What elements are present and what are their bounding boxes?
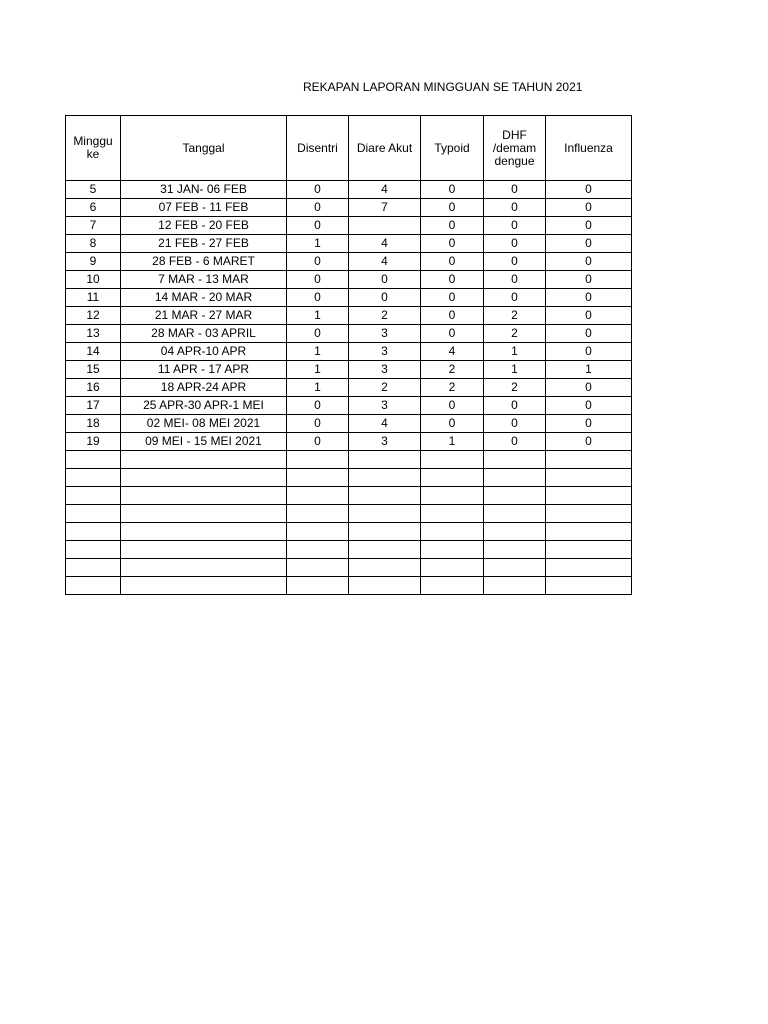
cell-dhf: 2	[484, 325, 546, 343]
table-row	[66, 415, 632, 433]
cell-minggu-ke	[66, 577, 121, 595]
cell-influenza: 0	[546, 289, 632, 307]
cell-dhf: 0	[484, 181, 546, 199]
cell-dhf: 0	[484, 289, 546, 307]
table-row	[66, 235, 632, 253]
cell-typoid: 0	[421, 397, 484, 415]
cell-minggu-ke: 19	[66, 433, 121, 451]
cell-typoid: 0	[421, 271, 484, 289]
cell-minggu-ke: 12	[66, 307, 121, 325]
cell-dhf: 1	[484, 361, 546, 379]
cell-diare-akut: 3	[349, 397, 421, 415]
cell-influenza: 0	[546, 235, 632, 253]
cell-tanggal: 04 APR-10 APR	[121, 343, 287, 361]
cell-minggu-ke: 8	[66, 235, 121, 253]
cell-diare-akut	[349, 505, 421, 523]
cell-dhf: 2	[484, 307, 546, 325]
cell-influenza: 1	[546, 361, 632, 379]
cell-tanggal: 28 MAR - 03 APRIL	[121, 325, 287, 343]
cell-influenza	[546, 505, 632, 523]
cell-minggu-ke: 18	[66, 415, 121, 433]
cell-tanggal: 21 MAR - 27 MAR	[121, 307, 287, 325]
cell-influenza	[546, 577, 632, 595]
table-row	[66, 379, 632, 397]
cell-dhf	[484, 451, 546, 469]
table-row	[66, 577, 632, 595]
cell-minggu-ke	[66, 487, 121, 505]
cell-typoid	[421, 541, 484, 559]
cell-minggu-ke: 11	[66, 289, 121, 307]
cell-dhf: 0	[484, 253, 546, 271]
table-row	[66, 433, 632, 451]
cell-disentri	[287, 559, 349, 577]
cell-disentri: 0	[287, 217, 349, 235]
cell-typoid: 4	[421, 343, 484, 361]
header-disentri: Disentri	[287, 116, 349, 181]
table-row	[66, 181, 632, 199]
cell-minggu-ke: 9	[66, 253, 121, 271]
cell-disentri: 0	[287, 253, 349, 271]
cell-influenza: 0	[546, 181, 632, 199]
cell-minggu-ke: 7	[66, 217, 121, 235]
cell-tanggal	[121, 487, 287, 505]
header-minggu-ke-line-1: Minggu	[73, 134, 113, 148]
table-row	[66, 343, 632, 361]
table-row	[66, 505, 632, 523]
cell-diare-akut	[349, 469, 421, 487]
cell-typoid: 1	[421, 433, 484, 451]
table-body	[66, 181, 632, 595]
cell-diare-akut	[349, 451, 421, 469]
cell-typoid	[421, 487, 484, 505]
cell-typoid: 0	[421, 181, 484, 199]
header-dhf-line-2: /demam	[492, 140, 537, 155]
cell-minggu-ke: 6	[66, 199, 121, 217]
cell-tanggal: 7 MAR - 13 MAR	[121, 271, 287, 289]
cell-tanggal: 02 MEI- 08 MEI 2021	[121, 415, 287, 433]
cell-disentri: 0	[287, 433, 349, 451]
cell-typoid: 0	[421, 415, 484, 433]
cell-influenza: 0	[546, 307, 632, 325]
cell-minggu-ke: 14	[66, 343, 121, 361]
cell-tanggal	[121, 559, 287, 577]
cell-diare-akut: 3	[349, 433, 421, 451]
cell-diare-akut: 4	[349, 181, 421, 199]
cell-tanggal: 11 APR - 17 APR	[121, 361, 287, 379]
cell-tanggal	[121, 577, 287, 595]
cell-disentri: 1	[287, 235, 349, 253]
cell-diare-akut: 0	[349, 271, 421, 289]
cell-minggu-ke	[66, 559, 121, 577]
cell-disentri: 1	[287, 343, 349, 361]
cell-tanggal: 21 FEB - 27 FEB	[121, 235, 287, 253]
cell-dhf: 2	[484, 379, 546, 397]
cell-disentri	[287, 451, 349, 469]
cell-diare-akut: 2	[349, 307, 421, 325]
cell-minggu-ke: 15	[66, 361, 121, 379]
cell-dhf	[484, 469, 546, 487]
cell-minggu-ke	[66, 451, 121, 469]
cell-tanggal	[121, 523, 287, 541]
cell-typoid: 2	[421, 379, 484, 397]
page-title: REKAPAN LAPORAN MINGGUAN SE TAHUN 2021	[303, 80, 583, 94]
weekly-report-table	[65, 115, 632, 595]
cell-disentri: 0	[287, 181, 349, 199]
header-minggu-ke-line-2: ke	[86, 147, 100, 161]
table-row	[66, 253, 632, 271]
cell-disentri: 0	[287, 325, 349, 343]
cell-dhf: 0	[484, 415, 546, 433]
cell-tanggal	[121, 541, 287, 559]
cell-typoid: 0	[421, 307, 484, 325]
cell-diare-akut	[349, 577, 421, 595]
cell-influenza	[546, 523, 632, 541]
table-row	[66, 487, 632, 505]
header-tanggal: Tanggal	[121, 116, 287, 181]
cell-diare-akut	[349, 523, 421, 541]
cell-minggu-ke: 10	[66, 271, 121, 289]
cell-dhf	[484, 559, 546, 577]
cell-typoid: 0	[421, 253, 484, 271]
cell-influenza	[546, 559, 632, 577]
cell-influenza	[546, 469, 632, 487]
cell-diare-akut	[349, 541, 421, 559]
cell-dhf: 0	[484, 199, 546, 217]
cell-influenza: 0	[546, 415, 632, 433]
cell-influenza	[546, 541, 632, 559]
cell-dhf	[484, 523, 546, 541]
header-dhf-line-1: DHF	[502, 127, 527, 142]
header-row	[66, 116, 632, 181]
cell-influenza: 0	[546, 253, 632, 271]
cell-minggu-ke: 13	[66, 325, 121, 343]
header-minggu-ke	[66, 116, 121, 181]
cell-dhf	[484, 577, 546, 595]
cell-influenza: 0	[546, 379, 632, 397]
cell-diare-akut: 3	[349, 343, 421, 361]
cell-diare-akut: 4	[349, 235, 421, 253]
cell-typoid: 0	[421, 199, 484, 217]
cell-disentri	[287, 469, 349, 487]
cell-influenza: 0	[546, 397, 632, 415]
cell-disentri: 1	[287, 379, 349, 397]
cell-diare-akut: 4	[349, 253, 421, 271]
cell-diare-akut: 0	[349, 289, 421, 307]
cell-diare-akut: 3	[349, 361, 421, 379]
cell-dhf: 1	[484, 343, 546, 361]
cell-tanggal: 25 APR-30 APR-1 MEI	[121, 397, 287, 415]
cell-influenza: 0	[546, 433, 632, 451]
cell-typoid	[421, 559, 484, 577]
cell-tanggal	[121, 505, 287, 523]
cell-disentri: 0	[287, 415, 349, 433]
cell-typoid	[421, 523, 484, 541]
cell-disentri	[287, 577, 349, 595]
table-row	[66, 217, 632, 235]
cell-tanggal: 12 FEB - 20 FEB	[121, 217, 287, 235]
cell-tanggal: 28 FEB - 6 MARET	[121, 253, 287, 271]
cell-typoid: 0	[421, 217, 484, 235]
cell-dhf	[484, 505, 546, 523]
cell-diare-akut: 7	[349, 199, 421, 217]
cell-disentri: 0	[287, 199, 349, 217]
cell-influenza: 0	[546, 343, 632, 361]
cell-typoid	[421, 451, 484, 469]
cell-minggu-ke	[66, 541, 121, 559]
table-row	[66, 199, 632, 217]
cell-minggu-ke	[66, 523, 121, 541]
table-row	[66, 307, 632, 325]
cell-disentri	[287, 541, 349, 559]
table-row	[66, 523, 632, 541]
table-row	[66, 469, 632, 487]
cell-diare-akut: 3	[349, 325, 421, 343]
cell-diare-akut	[349, 217, 421, 235]
cell-minggu-ke	[66, 505, 121, 523]
cell-dhf: 0	[484, 397, 546, 415]
table-row	[66, 397, 632, 415]
table-row	[66, 541, 632, 559]
table-row	[66, 361, 632, 379]
cell-disentri	[287, 505, 349, 523]
cell-typoid: 2	[421, 361, 484, 379]
cell-influenza: 0	[546, 199, 632, 217]
cell-tanggal: 07 FEB - 11 FEB	[121, 199, 287, 217]
cell-influenza: 0	[546, 271, 632, 289]
cell-dhf: 0	[484, 217, 546, 235]
cell-dhf	[484, 541, 546, 559]
table-row	[66, 325, 632, 343]
cell-typoid: 0	[421, 325, 484, 343]
header-diare-akut: Diare Akut	[349, 116, 421, 181]
cell-tanggal	[121, 469, 287, 487]
cell-tanggal	[121, 451, 287, 469]
cell-dhf: 0	[484, 433, 546, 451]
cell-tanggal: 18 APR-24 APR	[121, 379, 287, 397]
cell-disentri: 0	[287, 271, 349, 289]
cell-disentri: 1	[287, 361, 349, 379]
cell-dhf: 0	[484, 235, 546, 253]
header-typoid: Typoid	[421, 116, 484, 181]
header-influenza: Influenza	[546, 116, 632, 181]
cell-diare-akut	[349, 559, 421, 577]
cell-typoid	[421, 577, 484, 595]
table-row	[66, 559, 632, 577]
cell-minggu-ke: 16	[66, 379, 121, 397]
cell-influenza: 0	[546, 217, 632, 235]
cell-minggu-ke: 17	[66, 397, 121, 415]
cell-diare-akut: 2	[349, 379, 421, 397]
cell-disentri: 1	[287, 307, 349, 325]
table-row	[66, 451, 632, 469]
header-dhf	[484, 116, 546, 181]
cell-disentri	[287, 487, 349, 505]
cell-typoid: 0	[421, 235, 484, 253]
cell-influenza: 0	[546, 325, 632, 343]
cell-typoid: 0	[421, 289, 484, 307]
cell-disentri: 0	[287, 289, 349, 307]
cell-typoid	[421, 469, 484, 487]
cell-disentri: 0	[287, 397, 349, 415]
cell-minggu-ke	[66, 469, 121, 487]
cell-diare-akut	[349, 487, 421, 505]
cell-dhf	[484, 487, 546, 505]
cell-tanggal: 31 JAN- 06 FEB	[121, 181, 287, 199]
header-dhf-line-3: dengue	[494, 153, 535, 168]
cell-influenza	[546, 487, 632, 505]
cell-tanggal: 14 MAR - 20 MAR	[121, 289, 287, 307]
cell-disentri	[287, 523, 349, 541]
cell-dhf: 0	[484, 271, 546, 289]
cell-tanggal: 09 MEI - 15 MEI 2021	[121, 433, 287, 451]
cell-minggu-ke: 5	[66, 181, 121, 199]
table-row	[66, 271, 632, 289]
cell-typoid	[421, 505, 484, 523]
table-row	[66, 289, 632, 307]
cell-diare-akut: 4	[349, 415, 421, 433]
cell-influenza	[546, 451, 632, 469]
